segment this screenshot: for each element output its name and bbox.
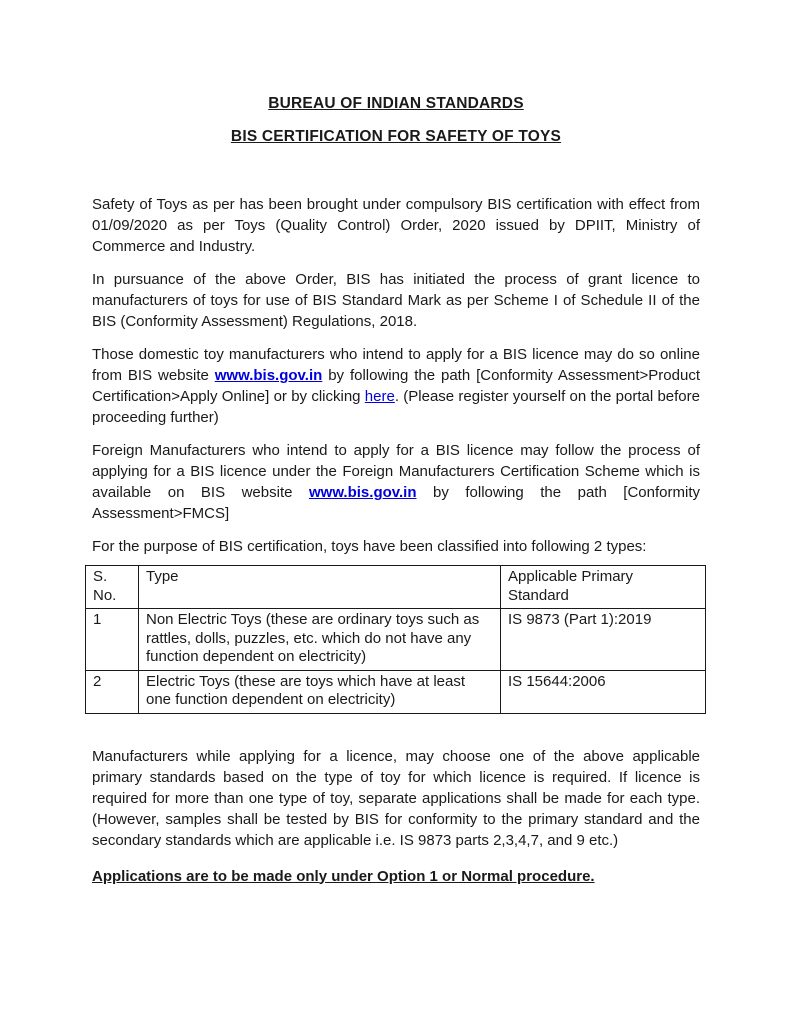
table-row <box>86 670 706 713</box>
paragraph-manufacturers: Manufacturers while applying for a licence, may choose one of the above applicable primary standards based on the type of toy for which licence is required. If licence is required for more than one type of toy, separate applications shall be made for each type. (However, samples shall be tested by BIS for conformity to the primary standard and the secondary standards which are applicable i.e. IS 9873 parts 2,3,4,7, and 9 etc.) <box>92 747 700 849</box>
cell-type: Electric Toys (these are toys which have at least one function dependent on electricity) <box>139 670 501 713</box>
paragraph-domestic-pre: Those domestic toy manufacturers who intend to apply for a BIS licence may do so online from BIS website <box>92 346 700 384</box>
cell-standard: IS 15644:2006 <box>501 670 706 713</box>
bis-website-link-fmcs[interactable]: www.bis.gov.in <box>308 484 417 501</box>
table-row <box>86 609 706 671</box>
paragraph-intro: Safety of Toys as per has been brought under compulsory BIS certification with effect from 01/09/2020 as per Toys (Quality Control) Order, 2020 issued by DPIIT, Ministry of Commerce and Industry. <box>92 196 700 255</box>
cell-sno: 1 <box>86 609 139 671</box>
cell-type: Non Electric Toys (these are ordinary toys such as rattles, dolls, puzzles, etc. which do not have any function dependent on electricity) <box>139 609 501 671</box>
bis-website-link[interactable]: www.bis.gov.in <box>214 367 323 384</box>
table-header-sno: S. No. <box>86 566 139 609</box>
paragraph-classification: For the purpose of BIS certification, toys have been classified into following 2 types: <box>92 538 647 555</box>
table-header-type: Type <box>139 566 501 609</box>
paragraph-domestic <box>92 344 700 428</box>
paragraph-pursuance: In pursuance of the above Order, BIS has initiated the process of grant licence to manufacturers of toys for use of BIS Standard Mark as per Scheme I of Schedule II of the BIS (Conformity Assessment) Regulations, 2018. <box>92 271 700 330</box>
paragraph-foreign <box>92 440 700 524</box>
toy-types-table <box>85 565 706 714</box>
paragraph-foreign-pre: Foreign Manufacturers who intend to apply for a BIS licence may follow the process of applying for a BIS licence under the Foreign Manufacturers Certification Scheme which is available on BIS website <box>92 442 700 501</box>
paragraph-domestic-post: . (Please register yourself on the portal before proceeding further) <box>92 388 700 426</box>
closing-statement: Applications are to be made only under Option 1 or Normal procedure. <box>92 867 595 885</box>
table-header-row <box>86 566 706 609</box>
doc-subtitle: BIS CERTIFICATION FOR SAFETY OF TOYS <box>230 128 562 145</box>
cell-sno: 2 <box>86 670 139 713</box>
apply-here-link[interactable]: here <box>364 388 395 405</box>
paragraph-domestic-mid: by following the path [Conformity Assessment>Product Certification>Apply Online] or by clicking <box>92 367 700 405</box>
table-header-standard: Applicable Primary Standard <box>501 566 706 609</box>
cell-standard: IS 9873 (Part 1):2019 <box>501 609 706 671</box>
paragraph-foreign-post: by following the path [Conformity Assessment>FMCS] <box>92 484 700 522</box>
doc-title: BUREAU OF INDIAN STANDARDS <box>268 95 524 112</box>
